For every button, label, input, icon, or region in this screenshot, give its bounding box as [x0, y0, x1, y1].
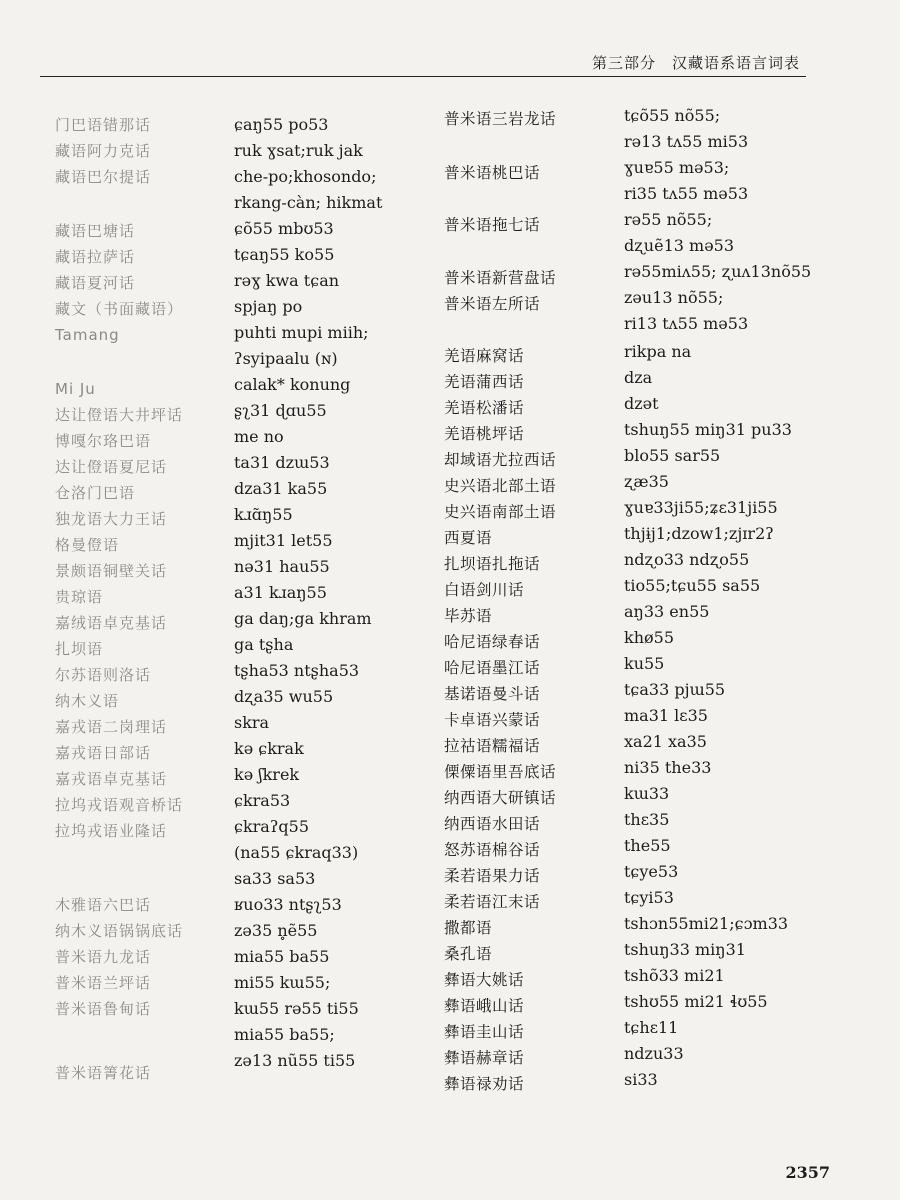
word-form: ʂʅ31 ɖɑu55: [234, 401, 327, 420]
language-name: 门巴语错那话: [55, 116, 152, 134]
word-form: xa21 xa35: [624, 732, 707, 751]
language-name: 羌语蒲西话: [444, 373, 525, 391]
word-form: sa33 sa53: [234, 869, 316, 888]
language-name: 普米语左所话: [444, 295, 541, 313]
language-name: 普米语兰坪话: [55, 974, 152, 992]
language-name: 达让僜语大井坪话: [55, 406, 184, 424]
word-form: kə ɕkrak: [234, 739, 304, 758]
word-form: tshuŋ55 miŋ31 pu33: [624, 420, 792, 439]
page-number: 2357: [785, 1163, 830, 1182]
word-form: ʔsyipaalu (ɴ): [234, 349, 338, 368]
language-name: 独龙语大力王话: [55, 510, 168, 528]
word-form: thjɨj1;dzow1;zjɪr2ʔ: [624, 524, 774, 543]
word-form: thɛ35: [624, 810, 670, 829]
word-form: a31 kɹaŋ55: [234, 583, 327, 602]
word-form: rə13 tʌ55 mi53: [624, 132, 749, 151]
word-form: dʐa35 wu55: [234, 687, 334, 706]
language-name: 博嘎尔珞巴语: [55, 432, 152, 450]
word-form: me no: [234, 427, 284, 446]
language-name: 格曼僜语: [55, 536, 120, 554]
language-name: 纳西语水田话: [444, 815, 541, 833]
language-name: 普米语九龙话: [55, 948, 152, 966]
language-name: 毕苏语: [444, 607, 493, 625]
word-form: dza31 ka55: [234, 479, 328, 498]
word-form: skra: [234, 713, 270, 732]
word-form: aŋ33 en55: [624, 602, 710, 621]
language-name: 怒苏语棉谷话: [444, 841, 541, 859]
word-form: rikpa na: [624, 342, 692, 361]
language-name: 嘉戎语日部话: [55, 744, 152, 762]
language-name: 白语剑川话: [444, 581, 525, 599]
word-form: ndzu33: [624, 1044, 684, 1063]
language-name: 扎坝语: [55, 640, 104, 658]
language-name: 嘉绒语卓克基话: [55, 614, 168, 632]
language-name: 普米语拖七话: [444, 216, 541, 234]
word-form: zəu13 nõ55;: [624, 288, 724, 307]
language-name: 嘉戎语卓克基话: [55, 770, 168, 788]
word-form: kə ʃkrek: [234, 765, 300, 784]
word-form: dza: [624, 368, 653, 387]
word-form: ma31 lɛ35: [624, 706, 708, 725]
word-form: tshʊ55 mi21 ɬʊ55: [624, 992, 768, 1011]
language-name: Mi Ju: [55, 380, 96, 398]
word-form: che-po;khosondo;: [234, 167, 377, 186]
word-form: tshɔn55mi21;ɕɔm33: [624, 914, 789, 933]
word-form: tshõ33 mi21: [624, 966, 725, 985]
language-name: 纳西语大研镇话: [444, 789, 557, 807]
language-name: 羌语麻窝话: [444, 347, 525, 365]
language-name: 桑孔语: [444, 945, 493, 963]
language-name: 拉坞戎语观音桥话: [55, 796, 184, 814]
word-form: zə35 n̥ẽ55: [234, 921, 318, 940]
language-name: 柔若语江末话: [444, 893, 541, 911]
word-form: ku55: [624, 654, 665, 673]
language-name: 史兴语北部土语: [444, 477, 557, 495]
language-name: 普米语箐花话: [55, 1064, 152, 1082]
word-form: ɕkra53: [234, 791, 291, 810]
word-form: ni35 the33: [624, 758, 712, 777]
word-form: ruk ɣsat;ruk jak: [234, 141, 363, 160]
language-name: 藏语拉萨话: [55, 248, 136, 266]
language-name: 纳木义语锅锅底话: [55, 922, 184, 940]
word-form: ɣuɐ33ji55;ʑɛ31ji55: [624, 498, 778, 517]
word-form: ri13 tʌ55 mə53: [624, 314, 749, 333]
language-name: 贵琼语: [55, 588, 104, 606]
language-name: 藏语巴塘话: [55, 222, 136, 240]
word-form: dʐuẽ13 mə53: [624, 236, 735, 255]
language-name: 藏语巴尔提话: [55, 168, 152, 186]
word-form: rəɣ kwa tɕan: [234, 271, 340, 290]
language-name: 仓洛门巴语: [55, 484, 136, 502]
word-form: zə13 nũ55 ti55: [234, 1051, 356, 1070]
word-form: (na55 ɕkraq33): [234, 843, 359, 862]
word-form: puhti mupi miih;: [234, 323, 369, 342]
language-name: 史兴语南部土语: [444, 503, 557, 521]
word-form: the55: [624, 836, 671, 855]
language-name: 彝语圭山话: [444, 1023, 525, 1041]
word-form: rkang-càn; hikmat: [234, 193, 383, 212]
word-form: ɕõ55 mbʊ53: [234, 219, 334, 238]
word-form: ɣuɐ55 mə53;: [624, 158, 730, 177]
language-name: 羌语桃坪话: [444, 425, 525, 443]
language-name: 卡卓语兴蒙话: [444, 711, 541, 729]
language-name: 哈尼语墨江话: [444, 659, 541, 677]
word-form: mjit31 let55: [234, 531, 333, 550]
language-name: 彝语大姚话: [444, 971, 525, 989]
word-form: tʂha53 ntʂha53: [234, 661, 360, 680]
word-form: mi55 kɯ55;: [234, 973, 331, 992]
word-form: kɯ55 rə55 ti55: [234, 999, 359, 1018]
word-form: ʐæ35: [624, 472, 669, 491]
word-form: tio55;tɕu55 sa55: [624, 576, 761, 595]
language-name: 景颇语铜壁关话: [55, 562, 168, 580]
word-form: spjaŋ po: [234, 297, 303, 316]
word-form: ta31 dzɯ53: [234, 453, 330, 472]
language-name: 藏文（书面藏语）: [55, 300, 184, 318]
word-form: ʁuo33 ntʂʅ53: [234, 895, 342, 914]
language-name: 羌语松潘话: [444, 399, 525, 417]
word-form: rə55miʌ55; ʐuʌ13nõ55: [624, 262, 812, 281]
language-name: 彝语禄劝话: [444, 1075, 525, 1093]
word-form: tɕyi53: [624, 888, 674, 907]
word-form: mia55 ba55: [234, 947, 330, 966]
language-name: 尔苏语则洛话: [55, 666, 152, 684]
word-form: tshuŋ33 miŋ31: [624, 940, 746, 959]
language-name: 普米语新营盘话: [444, 269, 557, 287]
language-name: 木雅语六巴话: [55, 896, 152, 914]
word-form: ri35 tʌ55 mə53: [624, 184, 749, 203]
word-form: tɕaŋ55 ko55: [234, 245, 335, 264]
language-name: 纳木义语: [55, 692, 120, 710]
language-name: 普米语鲁甸话: [55, 1000, 152, 1018]
word-form: kɯ33: [624, 784, 670, 803]
word-form: tɕhɛ11: [624, 1018, 679, 1037]
language-name: Tamang: [55, 326, 120, 344]
language-name: 西夏语: [444, 529, 493, 547]
language-name: 藏语夏河话: [55, 274, 136, 292]
word-form: mia55 ba55;: [234, 1025, 335, 1044]
header-title: 第三部分 汉藏语系语言词表: [591, 54, 800, 72]
language-name: 柔若语果力话: [444, 867, 541, 885]
word-form: si33: [624, 1070, 658, 1089]
language-name: 普米语三岩龙话: [444, 110, 557, 128]
word-form: tɕye53: [624, 862, 679, 881]
language-name: 普米语桃巴话: [444, 164, 541, 182]
language-name: 嘉戎语二岗理话: [55, 718, 168, 736]
word-form: ga daŋ;ga khram: [234, 609, 372, 628]
language-name: 基诺语曼斗话: [444, 685, 541, 703]
word-form: ɕaŋ55 po53: [234, 115, 329, 134]
word-form: tɕõ55 nõ55;: [624, 106, 721, 125]
word-form: calak* konung: [234, 375, 351, 394]
language-name: 拉祜语糯福话: [444, 737, 541, 755]
word-form: blo55 sar55: [624, 446, 721, 465]
word-form: dzət: [624, 394, 659, 413]
language-name: 达让僜语夏尼话: [55, 458, 168, 476]
word-form: tɕa33 pjɯ55: [624, 680, 726, 699]
word-form: rə55 nõ55;: [624, 210, 713, 229]
language-name: 却域语尤拉西话: [444, 451, 557, 469]
language-name: 彝语峨山话: [444, 997, 525, 1015]
language-name: 扎坝语扎拖话: [444, 555, 541, 573]
word-form: nə31 hau55: [234, 557, 330, 576]
word-form: khø55: [624, 628, 674, 647]
language-name: 撒都语: [444, 919, 493, 937]
language-name: 藏语阿力克话: [55, 142, 152, 160]
language-name: 拉坞戎语业隆话: [55, 822, 168, 840]
word-form: kɹɑ̃ŋ55: [234, 505, 293, 524]
language-name: 彝语赫章话: [444, 1049, 525, 1067]
language-name: 哈尼语绿春话: [444, 633, 541, 651]
word-form: ndʐo33 ndʐo55: [624, 550, 750, 569]
word-form: ga tʂha: [234, 635, 294, 654]
word-form: ɕkraʔq55: [234, 817, 310, 836]
language-name: 傈僳语里吾底话: [444, 763, 557, 781]
running-header: [40, 50, 806, 77]
